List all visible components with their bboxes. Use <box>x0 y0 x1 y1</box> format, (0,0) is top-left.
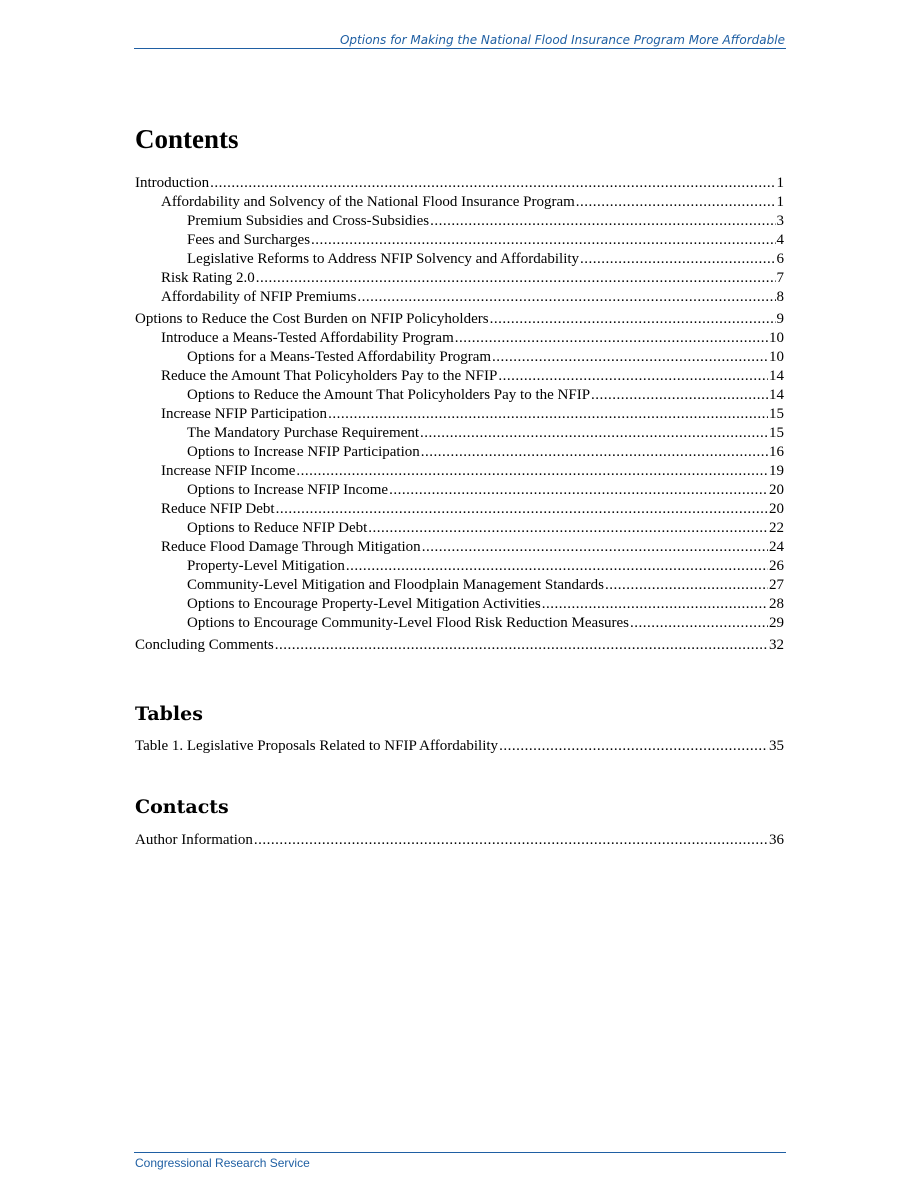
dot-leader <box>254 830 768 850</box>
toc-entry-page-number: 3 <box>776 213 784 229</box>
toc-entry-label: The Mandatory Purchase Requirement <box>187 425 420 441</box>
running-header <box>134 32 786 49</box>
toc-entry-page-number: 6 <box>776 251 784 267</box>
toc-entry-page-number: 27 <box>769 577 784 593</box>
toc-entry-page-number: 32 <box>769 637 784 653</box>
toc-entry-page-number: 36 <box>769 832 784 848</box>
toc-entry-label: Legislative Reforms to Address NFIP Solvency and Affordability <box>187 251 580 267</box>
dot-leader <box>421 442 768 462</box>
toc-entry-label: Increase NFIP Income <box>161 463 296 479</box>
toc-entry-page-number: 20 <box>769 501 784 517</box>
contents-toc-entry[interactable] <box>135 385 784 405</box>
toc-entry-label: Reduce Flood Damage Through Mitigation <box>161 539 421 555</box>
tables-heading: Tables <box>135 703 203 725</box>
dot-leader <box>210 173 775 193</box>
toc-entry-label: Options to Reduce the Amount That Policyholders Pay to the NFIP <box>187 387 591 403</box>
contents-toc-entry[interactable] <box>135 328 784 348</box>
contents-toc-entry[interactable] <box>135 537 784 557</box>
footer-text: Congressional Research Service <box>135 1156 310 1170</box>
toc-entry-label: Table 1. Legislative Proposals Related to NFIP Affordability <box>135 738 499 754</box>
dot-leader <box>490 309 776 329</box>
dot-leader <box>368 518 768 538</box>
contents-toc-entry[interactable] <box>135 442 784 462</box>
dot-leader <box>492 347 768 367</box>
contents-toc-entry[interactable] <box>135 423 784 443</box>
contents-toc-entry[interactable] <box>135 309 784 329</box>
toc-entry-label: Options to Encourage Property-Level Mitigation Activities <box>187 596 541 612</box>
toc-entry-page-number: 16 <box>769 444 784 460</box>
contents-toc-entry[interactable] <box>135 499 784 519</box>
dot-leader <box>296 461 768 481</box>
toc-entry-page-number: 9 <box>776 311 784 327</box>
running-footer <box>134 1152 786 1170</box>
toc-entry-page-number: 14 <box>769 368 784 384</box>
toc-entry-label: Increase NFIP Participation <box>161 406 328 422</box>
contacts-heading: Contacts <box>135 796 229 818</box>
contents-toc-entry[interactable] <box>135 192 784 212</box>
toc-entry-page-number: 29 <box>769 615 784 631</box>
dot-leader <box>420 423 768 443</box>
toc-entry-label: Author Information <box>135 832 253 848</box>
toc-entry-page-number: 22 <box>769 520 784 536</box>
toc-entry-label: Options to Increase NFIP Income <box>187 482 389 498</box>
contents-toc-entry[interactable] <box>135 556 784 576</box>
contents-toc-entry[interactable] <box>135 173 784 193</box>
contents-toc-entry[interactable] <box>135 249 784 269</box>
dot-leader <box>311 230 775 250</box>
toc-entry-label: Options for a Means-Tested Affordability Program <box>187 349 492 365</box>
dot-leader <box>630 613 768 633</box>
toc-entry-page-number: 1 <box>776 194 784 210</box>
toc-entry-page-number: 1 <box>776 175 784 191</box>
dot-leader <box>499 736 768 756</box>
toc-entry-label: Options to Increase NFIP Participation <box>187 444 420 460</box>
contents-heading: Contents <box>135 124 239 154</box>
toc-entry-page-number: 35 <box>769 738 784 754</box>
toc-entry-label: Community-Level Mitigation and Floodplain Management Standards <box>187 577 605 593</box>
toc-entry-label: Reduce the Amount That Policyholders Pay to the NFIP <box>161 368 498 384</box>
toc-entry-label: Affordability and Solvency of the National Flood Insurance Program <box>161 194 575 210</box>
toc-entry-label: Introduction <box>135 175 210 191</box>
tables-toc-entry[interactable] <box>135 736 784 756</box>
dot-leader <box>256 268 776 288</box>
toc-entry-label: Options to Encourage Community-Level Flood Risk Reduction Measures <box>187 615 630 631</box>
contents-toc-entry[interactable] <box>135 613 784 633</box>
contents-toc-entry[interactable] <box>135 347 784 367</box>
toc-entry-page-number: 14 <box>769 387 784 403</box>
toc-entry-label: Reduce NFIP Debt <box>161 501 275 517</box>
dot-leader <box>276 499 768 519</box>
toc-entry-label: Introduce a Means-Tested Affordability Program <box>161 330 454 346</box>
dot-leader <box>591 385 768 405</box>
toc-entry-label: Risk Rating 2.0 <box>161 270 255 286</box>
contents-toc-entry[interactable] <box>135 594 784 614</box>
toc-entry-page-number: 10 <box>769 330 784 346</box>
toc-entry-label: Concluding Comments <box>135 637 274 653</box>
contents-toc-entry[interactable] <box>135 287 784 307</box>
contents-toc-entry[interactable] <box>135 461 784 481</box>
header-title: Options for Making the National Flood Insurance Program More Affordable <box>339 33 785 47</box>
toc-entry-label: Fees and Surcharges <box>187 232 311 248</box>
dot-leader <box>389 480 768 500</box>
dot-leader <box>430 211 775 231</box>
toc-entry-label: Options to Reduce the Cost Burden on NFIP Policyholders <box>135 311 489 327</box>
dot-leader <box>542 594 768 614</box>
toc-entry-label: Property-Level Mitigation <box>187 558 345 574</box>
dot-leader <box>576 192 776 212</box>
dot-leader <box>455 328 768 348</box>
contents-toc-entry[interactable] <box>135 635 784 655</box>
toc-entry-page-number: 28 <box>769 596 784 612</box>
contents-toc-entry[interactable] <box>135 518 784 538</box>
toc-entry-page-number: 20 <box>769 482 784 498</box>
contents-toc-entry[interactable] <box>135 268 784 288</box>
contents-toc-entry[interactable] <box>135 230 784 250</box>
toc-entry-page-number: 10 <box>769 349 784 365</box>
contents-toc-entry[interactable] <box>135 575 784 595</box>
contents-toc-entry[interactable] <box>135 211 784 231</box>
dot-leader <box>275 635 768 655</box>
dot-leader <box>580 249 775 269</box>
toc-entry-page-number: 26 <box>769 558 784 574</box>
toc-entry-page-number: 24 <box>769 539 784 555</box>
dot-leader <box>357 287 775 307</box>
dot-leader <box>498 366 768 386</box>
toc-entry-page-number: 4 <box>776 232 784 248</box>
toc-entry-label: Options to Reduce NFIP Debt <box>187 520 368 536</box>
contents-toc-entry[interactable] <box>135 480 784 500</box>
dot-leader <box>346 556 768 576</box>
dot-leader <box>422 537 768 557</box>
toc-entry-page-number: 15 <box>769 406 784 422</box>
contents-toc-entry[interactable] <box>135 404 784 424</box>
contents-toc-entry[interactable] <box>135 366 784 386</box>
dot-leader <box>328 404 768 424</box>
toc-entry-page-number: 19 <box>769 463 784 479</box>
toc-entry-page-number: 15 <box>769 425 784 441</box>
toc-entry-page-number: 7 <box>776 270 784 286</box>
dot-leader <box>605 575 768 595</box>
toc-entry-label: Affordability of NFIP Premiums <box>161 289 357 305</box>
toc-entry-label: Premium Subsidies and Cross-Subsidies <box>187 213 430 229</box>
toc-entry-page-number: 8 <box>776 289 784 305</box>
contacts-toc-entry[interactable] <box>135 830 784 850</box>
